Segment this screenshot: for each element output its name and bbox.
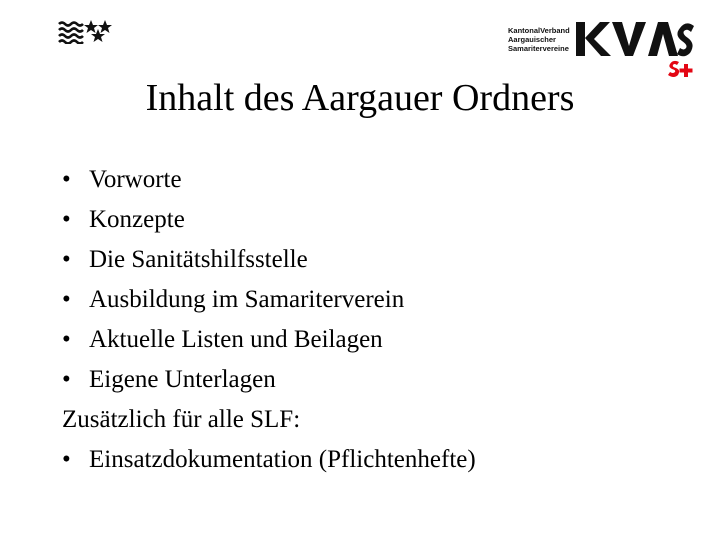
list-item xyxy=(62,160,476,200)
bullet-icon: • xyxy=(62,326,71,353)
bullet-icon: • xyxy=(62,446,71,473)
list-item-text: Die Sanitätshilfsstelle xyxy=(89,246,308,273)
slide-title: Inhalt des Aargauer Ordners xyxy=(145,77,575,119)
bullet-icon: • xyxy=(62,286,71,313)
list-item-text: Aktuelle Listen und Beilagen xyxy=(89,326,383,353)
list-item-text: Einsatzdokumentation (Pflichtenhefte) xyxy=(89,446,476,473)
list-item xyxy=(62,440,476,480)
list-item xyxy=(62,360,476,400)
kvas-line-1: KantonalVerband xyxy=(508,26,570,35)
aargau-canton-emblem-icon xyxy=(58,18,114,44)
bullet-icon: • xyxy=(62,206,71,233)
list-item-text: Vorworte xyxy=(89,166,182,193)
bullet-icon: • xyxy=(62,246,71,273)
list-item-text: Ausbildung im Samariterverein xyxy=(89,286,405,313)
bullet-icon: • xyxy=(62,366,71,393)
list-item xyxy=(62,280,476,320)
slide-body xyxy=(62,160,476,480)
kvas-line-2: Aargauischer xyxy=(508,35,556,44)
kvas-logo-text xyxy=(508,26,570,53)
bullet-icon: • xyxy=(62,166,71,193)
list-item xyxy=(62,240,476,280)
kvas-mark-icon xyxy=(574,20,698,78)
kvas-line-3: Samaritervereine xyxy=(508,44,569,53)
list-item-text: Eigene Unterlagen xyxy=(89,366,276,393)
extra-heading: Zusätzlich für alle SLF: xyxy=(62,406,301,433)
list-item-text: Konzepte xyxy=(89,206,185,233)
kvas-logo xyxy=(508,20,698,78)
list-item xyxy=(62,320,476,360)
list-item xyxy=(62,200,476,240)
